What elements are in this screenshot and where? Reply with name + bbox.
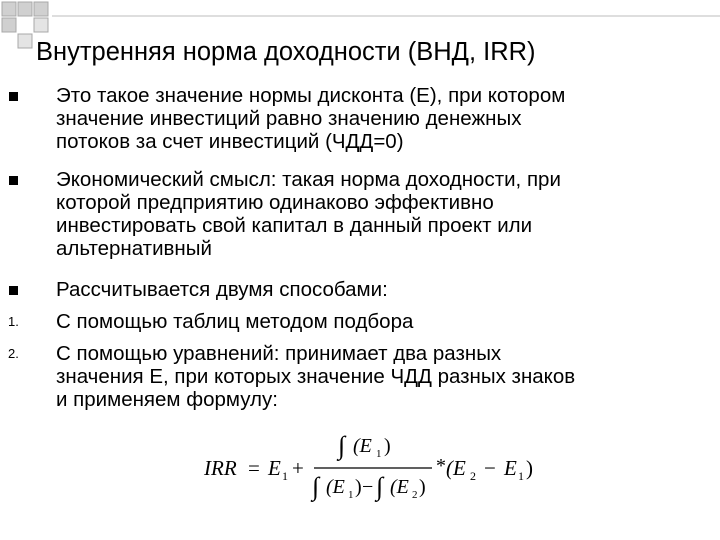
item-line: и применяем формулу: (56, 388, 278, 411)
item-line: Экономический смысл: такая норма доходности, при (56, 168, 561, 191)
item-line: значения Е, при которых значение ЧДД разных знаков (56, 365, 576, 388)
multiply-sign: * (436, 455, 446, 477)
bullet-marker (8, 84, 48, 107)
bullet-marker (8, 278, 48, 301)
bullet-item (56, 168, 561, 260)
integral-symbol: ∫ (312, 472, 320, 501)
numerator-term: (E (353, 435, 372, 457)
irr-formula (200, 428, 550, 508)
bullet-marker (8, 168, 48, 191)
tail-e1: E (504, 456, 517, 480)
formula-lhs: IRR (204, 456, 237, 480)
numbered-item (8, 310, 414, 333)
denominator-term: (E (326, 476, 345, 498)
item-line: значение инвестиций равно значению денежных (56, 107, 522, 130)
item-line: Это такое значение нормы дисконта (Е), при котором (56, 84, 566, 107)
slide-title: Внутренняя норма доходности (ВНД, IRR) (36, 38, 536, 66)
item-number: 1. (8, 314, 19, 329)
denominator-sub: 2 (412, 489, 418, 501)
denominator-sub: 1 (348, 489, 354, 501)
item-line: Рассчитывается двумя способами: (56, 278, 388, 301)
integral-symbol: ∫ (338, 431, 346, 460)
denominator-term: (E (390, 476, 409, 498)
bullet-item (56, 84, 565, 153)
formula-equals: = (248, 456, 260, 480)
denominator-close: ) (355, 476, 362, 498)
bullet-item (56, 278, 388, 301)
tail-term: (E (446, 456, 466, 480)
square-bullet-icon (9, 176, 18, 185)
tail-sub: 2 (470, 469, 476, 483)
formula-sub: 1 (282, 469, 288, 483)
item-line: потоков за счет инвестиций (ЧДД=0) (56, 130, 404, 153)
number-marker (8, 342, 48, 365)
item-line: альтернативный (56, 237, 212, 260)
item-line: инвестировать свой капитал в данный проект или (56, 214, 533, 237)
item-line: С помощью уравнений: принимает два разных (56, 342, 502, 365)
tail-close: ) (526, 456, 533, 480)
tail-minus: − (484, 456, 496, 480)
square-bullet-icon (9, 92, 18, 101)
numerator-close: ) (384, 435, 391, 457)
formula-e1: E (268, 456, 281, 480)
item-number: 2. (8, 346, 19, 361)
item-line: которой предприятию одинаково эффективно (56, 191, 494, 214)
integral-symbol: ∫ (376, 472, 384, 501)
tail-sub: 1 (518, 469, 524, 483)
denominator-close: ) (419, 476, 426, 498)
denominator-minus: − (362, 476, 374, 498)
number-marker (8, 310, 48, 333)
numerator-sub: 1 (376, 448, 382, 460)
numbered-item (8, 342, 576, 411)
item-line: С помощью таблиц методом подбора (56, 310, 414, 333)
formula-plus: + (292, 456, 304, 480)
square-bullet-icon (9, 286, 18, 295)
